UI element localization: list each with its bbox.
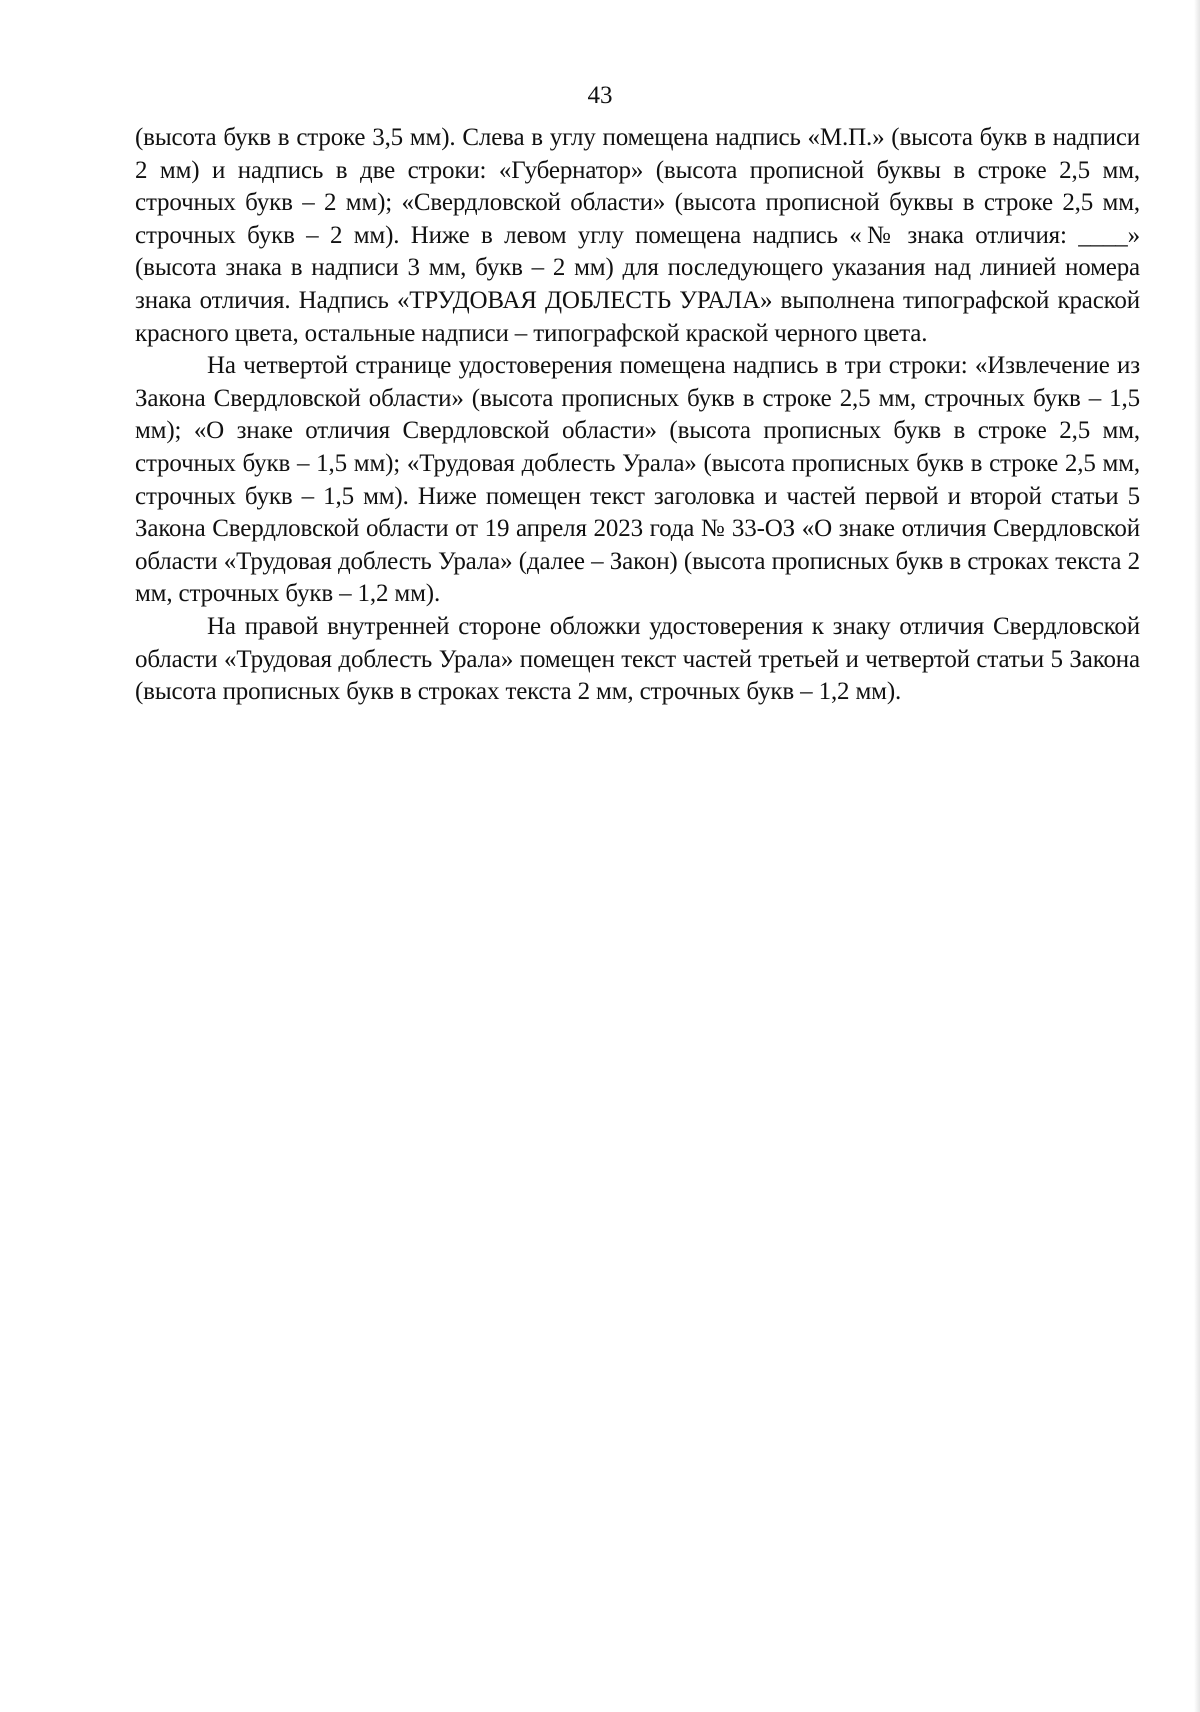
document-body — [135, 122, 1140, 709]
page-number: 43 — [587, 82, 613, 109]
paragraph-2: На четвертой странице удостоверения помещена надпись в три строки: «Извлечение из Закона Свердловской области» (высота прописных букв в строке 2,5 мм, строчных букв – 1,5 мм); «О знаке отличия Свердловской области» (высота прописных букв в строке 2,5 мм, строчных букв – 1,5 мм); «Трудовая доблесть Урала» (высота прописных букв в строке 2,5 мм, строчных букв – 1,5 мм). Ниже помещен текст заголовка и частей первой и второй статьи 5 Закона Свердловской области от 19 апреля 2023 года № 33-ОЗ «О знаке отличия Свердловской области «Трудовая доблесть Урала» (далее – Закон) (высота прописных букв в строках текста 2 мм, строчных букв – 1,2 мм). — [135, 352, 1140, 608]
paragraph-1: (высота букв в строке 3,5 мм). Слева в углу помещена надпись «М.П.» (высота букв в надписи 2 мм) и надпись в две строки: «Губернатор» (высота прописной буквы в строке 2,5 мм, строчных букв – 2 мм); «Свердловской области» (высота прописной буквы в строке 2,5 мм, строчных букв – 2 мм). Ниже в левом углу помещена надпись «№ знака отличия: ____» (высота знака в надписи 3 мм, букв – 2 мм) для последующего указания над линией номера знака отличия. Надпись «ТРУДОВАЯ ДОБЛЕСТЬ УРАЛА» выполнена типографской краской красного цвета, остальные надписи – типографской краской черного цвета. — [135, 124, 1140, 347]
scan-edge-shadow — [1194, 0, 1200, 1712]
paragraph-3: На правой внутренней стороне обложки удостоверения к знаку отличия Свердловской области «Трудовая доблесть Урала» помещен текст частей третьей и четвертой статьи 5 Закона (высота прописных букв в строках текста 2 мм, строчных букв – 1,2 мм). — [135, 612, 1140, 706]
